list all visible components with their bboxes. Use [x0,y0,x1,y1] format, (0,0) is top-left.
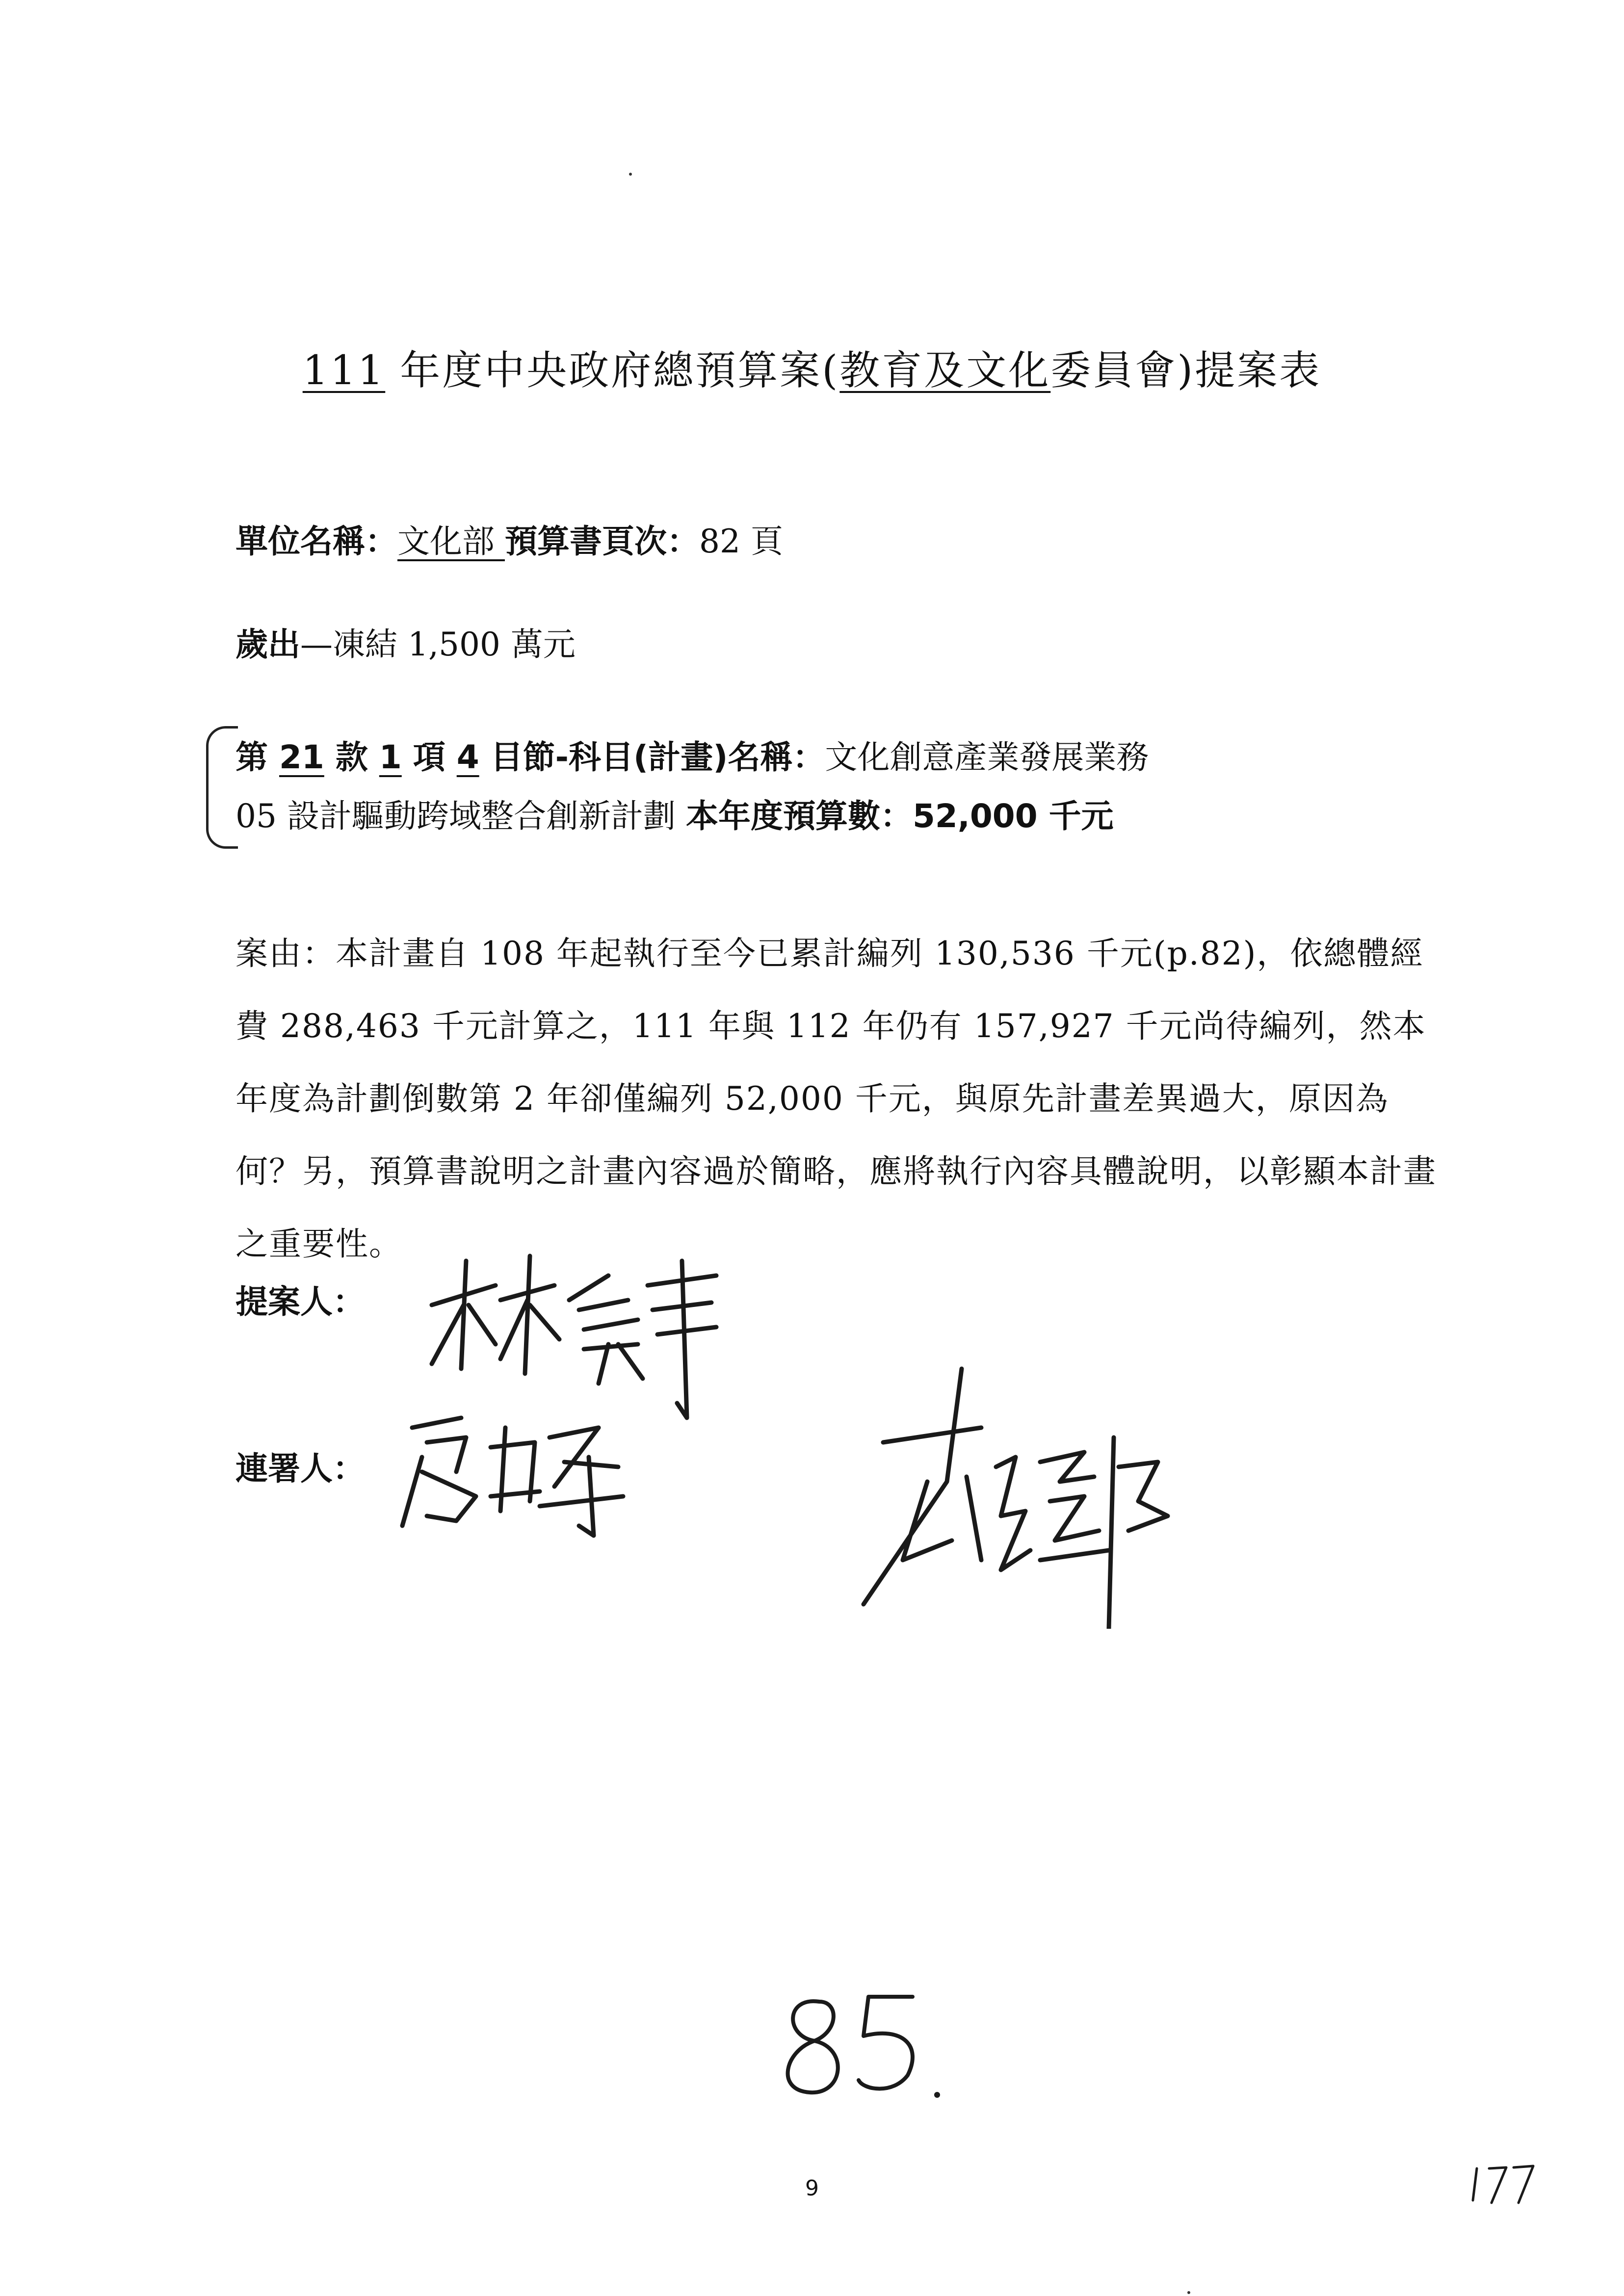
scan-speck [1187,2291,1190,2294]
budget-amount-value: 52,000 千元 [912,797,1114,835]
program-name-label: 目節-科目(計畫)名稱： [479,738,825,776]
program-prefix: 第 [236,738,279,776]
page-number: 9 [805,2176,819,2201]
unit-label: 單位名稱： [236,522,397,560]
cosigner-1-signature [393,1398,657,1545]
unit-name: 文化部 [397,522,505,560]
title-part1: 年度中央政府總預算案( [385,347,840,394]
program-bracket [206,726,238,849]
title-year: 111 [302,347,386,394]
program-name: 文化創意產業發展業務 [825,738,1149,776]
program-sub-name: 05 設計驅動跨域整合創新計劃 [236,797,686,835]
program-xiang: 1 [379,738,402,776]
budget-page-label: 預算書頁次： [504,522,699,560]
cosigner-2-signature [854,1354,1187,1629]
expense-label: 歲出 [236,626,300,663]
program-line-2 [236,790,1114,836]
expense-text: —凍結 1,500 萬元 [300,626,576,663]
scan-speck [629,173,632,176]
cosigner-label: 連署人： [236,1450,365,1487]
handwritten-number-85 [765,1982,971,2110]
program-kuan-label: 款 [324,738,379,776]
reason-paragraph: 案由：本計畫自 108 年起執行至今已累計編列 130,536 千元(p.82)，依總體經費 288,463 千元計算之，111 年與 112 年仍有 157,927 千元尚待編列，然本年度為計劃倒數第 2 年卻僅編列 52,000 千元，與原先計畫差異過大，原因為何？另，預算書說明之計畫內容過於簡略，應將執行內容具體說明，以彰顯本計畫之重要性。 [236,935,1437,1263]
budget-page-value: 82 頁 [699,522,783,560]
program-xiang-label: 項 [401,738,457,776]
corner-number-177 [1467,2154,1545,2208]
program-mu: 4 [456,738,479,776]
proposer-label: 提案人： [236,1283,365,1321]
unit-line [236,515,783,562]
budget-amount-label: 本年度預算數： [685,797,913,835]
program-line-1 [236,731,1149,778]
title-committee: 教育及文化 [839,347,1051,394]
expense-line [236,618,576,665]
title-part2: 委員會)提案表 [1050,347,1322,394]
proposer-signature [422,1246,736,1423]
program-kuan: 21 [279,738,324,776]
document-title [0,339,1624,396]
